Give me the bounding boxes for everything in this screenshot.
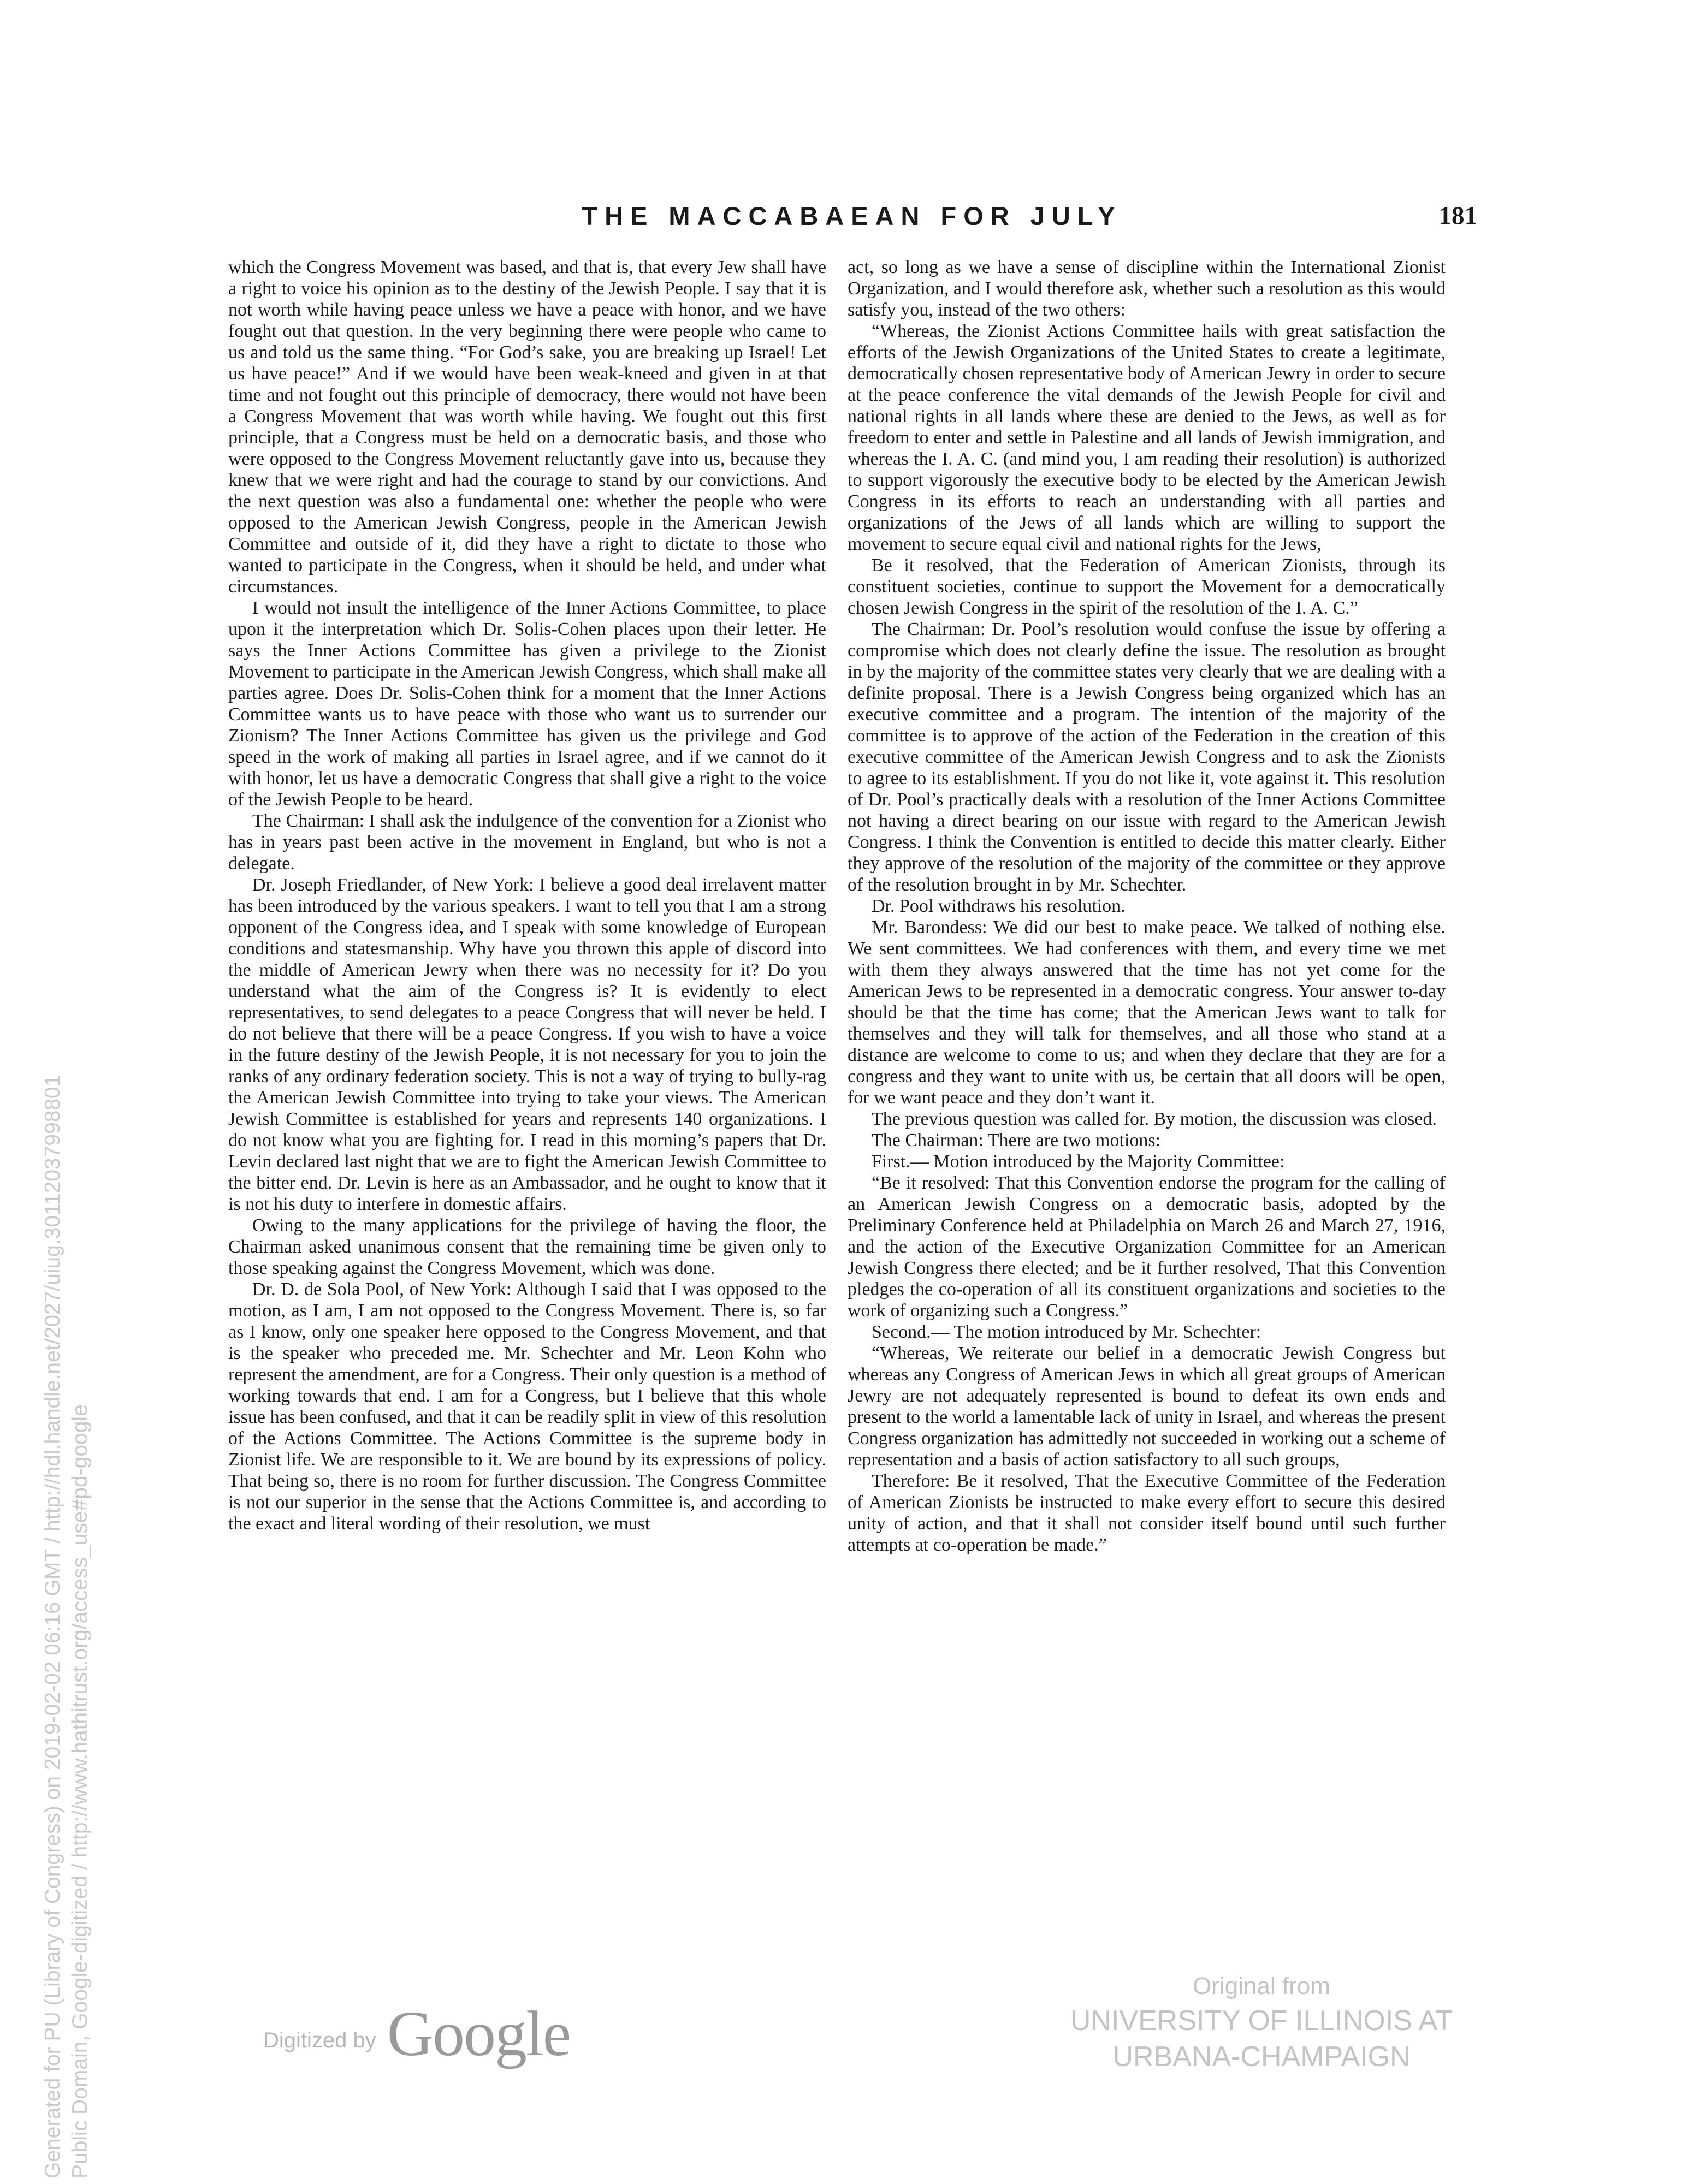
paragraph: The Chairman: Dr. Pool’s resolution would confuse the issue by offering a compromise which does not clearly define the issue. The resolution as brought in by the majority of the committee states very clearly that we are dealing with a definite proposal. There is a Jewish Congress being organized which has an executive committee and a program. The intention of the majority of the committee is to approve of the action of the Federation in the creation of this executive committee of the American Jewish Congress and to ask the Zionists to agree to its establishment. If you do not like it, vote against it. This resolution of Dr. Pool’s practically deals with a resolution of the Inner Actions Committee not having a direct bearing on our issue with regard to the American Jewish Congress. I think the Convention is entitled to decide this matter clearly. Either they approve of the resolution of the majority of the committee or they approve of the resolution brought in by Mr. Schechter. <box>848 619 1446 895</box>
paragraph: Dr. D. de Sola Pool, of New York: Although I said that I was opposed to the motion, as I am, I am not opposed to the Congress Movement. There is, so far as I know, only one speaker here opposed to the Congress Movement, and that is the speaker who preceded me. Mr. Schechter and Mr. Leon Kohn who represent the amendment, are for a Congress. Their only question is a method of working towards that end. I am for a Congress, but I believe that this whole issue has been confused, and that it can be readily split in view of this resolution of the Actions Committee. The Actions Committee is the supreme body in Zionist life. We are responsible to it. We are bound by its expressions of policy. That being so, there is no room for further discussion. The Congress Committee is not our superior in the sense that the Actions Committee is, and according to the exact and literal wording of their resolution, we must <box>228 1279 826 1534</box>
paragraph: which the Congress Movement was based, and that is, that every Jew shall have a right to voice his opinion as to the destiny of the Jewish People. I say that it is not worth while having peace unless we have a peace with honor, and we have fought out that question. In the very beginning there were people who came to us and told us the same thing. “For God’s sake, you are breaking up Israel! Let us have peace!” And if we would have been weak-kneed and given in at that time and not fought out this principle of democracy, there would not have been a Congress Movement that was worth while having. We fought out this first principle, that a Congress must be held on a democratic basis, and those who were opposed to the Congress Movement reluctantly gave into us, because they knew that we were right and had the courage to stand by our convictions. And the next question was also a fundamental one: whether the people who were opposed to the American Jewish Congress, people in the American Jewish Committee and outside of it, did they have a right to dictate to those who wanted to participate in the Congress, when it should be held, and under what circumstances. <box>228 257 826 597</box>
generation-notice-line: Generated for PU (Library of Congress) on 2019-02-02 06:16 GMT / http://hdl.handle.net/2027/uiug.30112037998801 <box>41 1075 64 2179</box>
google-logo: Google <box>387 1998 571 2069</box>
page-number: 181 <box>1438 201 1477 230</box>
paragraph: act, so long as we have a sense of discipline within the International Zionist Organization, and I would therefore ask, whether such a resolution as this would satisfy you, instead of the two others: <box>848 257 1446 320</box>
paragraph: Therefore: Be it resolved, That the Executive Committee of the Federation of American Zionists be instructed to make every effort to secure this desired unity of action, and that it shall not consider itself bound until such further attempts at co-operation be made.” <box>848 1471 1446 1555</box>
paragraph: The Chairman: There are two motions: <box>872 1130 1161 1150</box>
original-from-label: Original from <box>1193 1973 1330 1999</box>
paragraph: “Whereas, We reiterate our belief in a democratic Jewish Congress but whereas any Congress of American Jews in which all great groups of American Jewry are not adequately represented is bound to defeat its own ends and present to the world a lamentable lack of unity in Israel, and whereas the present Congress organization has admittedly not succeeded in working out a scheme of representation and a basis of action satisfactory to all such groups, <box>848 1343 1446 1470</box>
paragraph: Owing to the many applications for the privilege of having the floor, the Chairman asked unanimous consent that the remaining time be given only to those speaking against the Congress Movement, which was done. <box>228 1215 826 1278</box>
text-column-right <box>848 257 1446 1906</box>
paragraph: Mr. Barondess: We did our best to make peace. We talked of nothing else. We sent committees. We had conferences with them, and every time we met with them they always answered that the time has not yet come for the American Jews to be represented in a democratic congress. Your answer to-day should be that the time has come; that the American Jews want to talk for themselves and they will talk for themselves, and all those who stand at a distance are welcome to come to us; and when they declare that they are for a congress and they want to unite with us, be certain that all doors will be open, for we want peace and they don’t want it. <box>848 917 1446 1108</box>
institution-name-line2: URBANA-CHAMPAIGN <box>1112 2041 1411 2073</box>
text-column-left <box>228 257 826 1906</box>
digitized-by-mark <box>263 1996 570 2072</box>
paragraph: Dr. Pool withdraws his resolution. <box>872 896 1126 916</box>
paragraph: I would not insult the intelligence of the Inner Actions Committee, to place upon it the interpretation which Dr. Solis-Cohen places upon their letter. He says the Inner Actions Committee has given a privilege to the Zionist Movement to participate in the American Jewish Congress, which shall make all parties agree. Does Dr. Solis-Cohen think for a moment that the Inner Actions Committee wants us to have peace with those who want us to surrender our Zionism? The Inner Actions Committee has given us the privilege and God speed in the work of making all parties in Israel agree, and if we cannot do it with honor, let us have a democratic Congress that shall give a right to the voice of the Jewish People to be heard. <box>228 598 826 810</box>
running-header <box>227 201 1477 239</box>
paragraph: The previous question was called for. By motion, the discussion was closed. <box>872 1109 1437 1129</box>
institution-name-line1: UNIVERSITY OF ILLINOIS AT <box>1070 2005 1453 2037</box>
paragraph: Be it resolved, that the Federation of American Zionists, through its constituent societies, continue to support the Movement for a democratically chosen Jewish Congress in the spirit of the resolution of the I. A. C.” <box>848 555 1446 618</box>
generation-notice <box>39 759 94 2179</box>
paragraph: “Whereas, the Zionist Actions Committee hails with great satisfaction the efforts of the Jewish Organizations of the United States to create a legitimate, democratically chosen representative body of American Jewry in order to secure at the peace conference the vital demands of the Jewish People for civil and national rights in all lands where these are denied to the Jews, as well as for freedom to enter and settle in Palestine and all lands of Jewish immigration, and whereas the I. A. C. (and mind you, I am reading their resolution) is authorized to support vigorously the executive body to be elected by the American Jewish Congress in its efforts to reach an understanding with all parties and organizations of the Jews of all lands which are willing to support the movement to secure equal civil and national rights for the Jews, <box>848 321 1446 554</box>
original-source-mark <box>1016 1970 1507 2075</box>
digitized-label: Digitized by <box>263 2028 376 2052</box>
journal-title: THE MACCABAEAN FOR JULY <box>582 201 1122 230</box>
paragraph: First.— Motion introduced by the Majority Committee: <box>872 1152 1285 1172</box>
paragraph: Second.— The motion introduced by Mr. Schechter: <box>872 1322 1261 1342</box>
license-notice-line: Public Domain, Google-digitized / http://www.hathitrust.org/access_use#pd-google <box>68 1404 92 2179</box>
paragraph: The Chairman: I shall ask the indulgence of the convention for a Zionist who has in years past been active in the movement in England, but who is not a delegate. <box>228 811 826 874</box>
paragraph: “Be it resolved: That this Convention endorse the program for the calling of an American Jewish Congress on a democratic basis, adopted by the Preliminary Conference held at Philadelphia on March 26 and March 27, 1916, and the action of the Executive Organization Committee for an American Jewish Congress there elected; and be it further resolved, That this Convention pledges the co-operation of all its constituent organizations and societies to the work of organizing such a Congress.” <box>848 1173 1446 1321</box>
paragraph: Dr. Joseph Friedlander, of New York: I believe a good deal irrelavent matter has been introduced by the various speakers. I want to tell you that I am a strong opponent of the Congress idea, and I speak with some knowledge of European conditions and statesmanship. Why have you thrown this apple of discord into the middle of American Jewry when there was no necessity for it? Do you understand what the aim of the Congress is? It is evidently to elect representatives, to send delegates to a peace Congress that will never be held. I do not believe that there will be a peace Congress. If you wish to have a voice in the future destiny of the Jewish People, it is not necessary for you to join the ranks of any ordinary federation society. This is not a way of trying to bully-rag the American Jewish Committee into trying to take your views. The American Jewish Committee is established for years and represents 140 organizations. I do not know what you are fighting for. I read in this morning’s papers that Dr. Levin declared last night that we are to fight the American Jewish Committee to the bitter end. Dr. Levin is here as an Ambassador, and he ought to know that it is not his duty to interfere in domestic affairs. <box>228 875 826 1214</box>
